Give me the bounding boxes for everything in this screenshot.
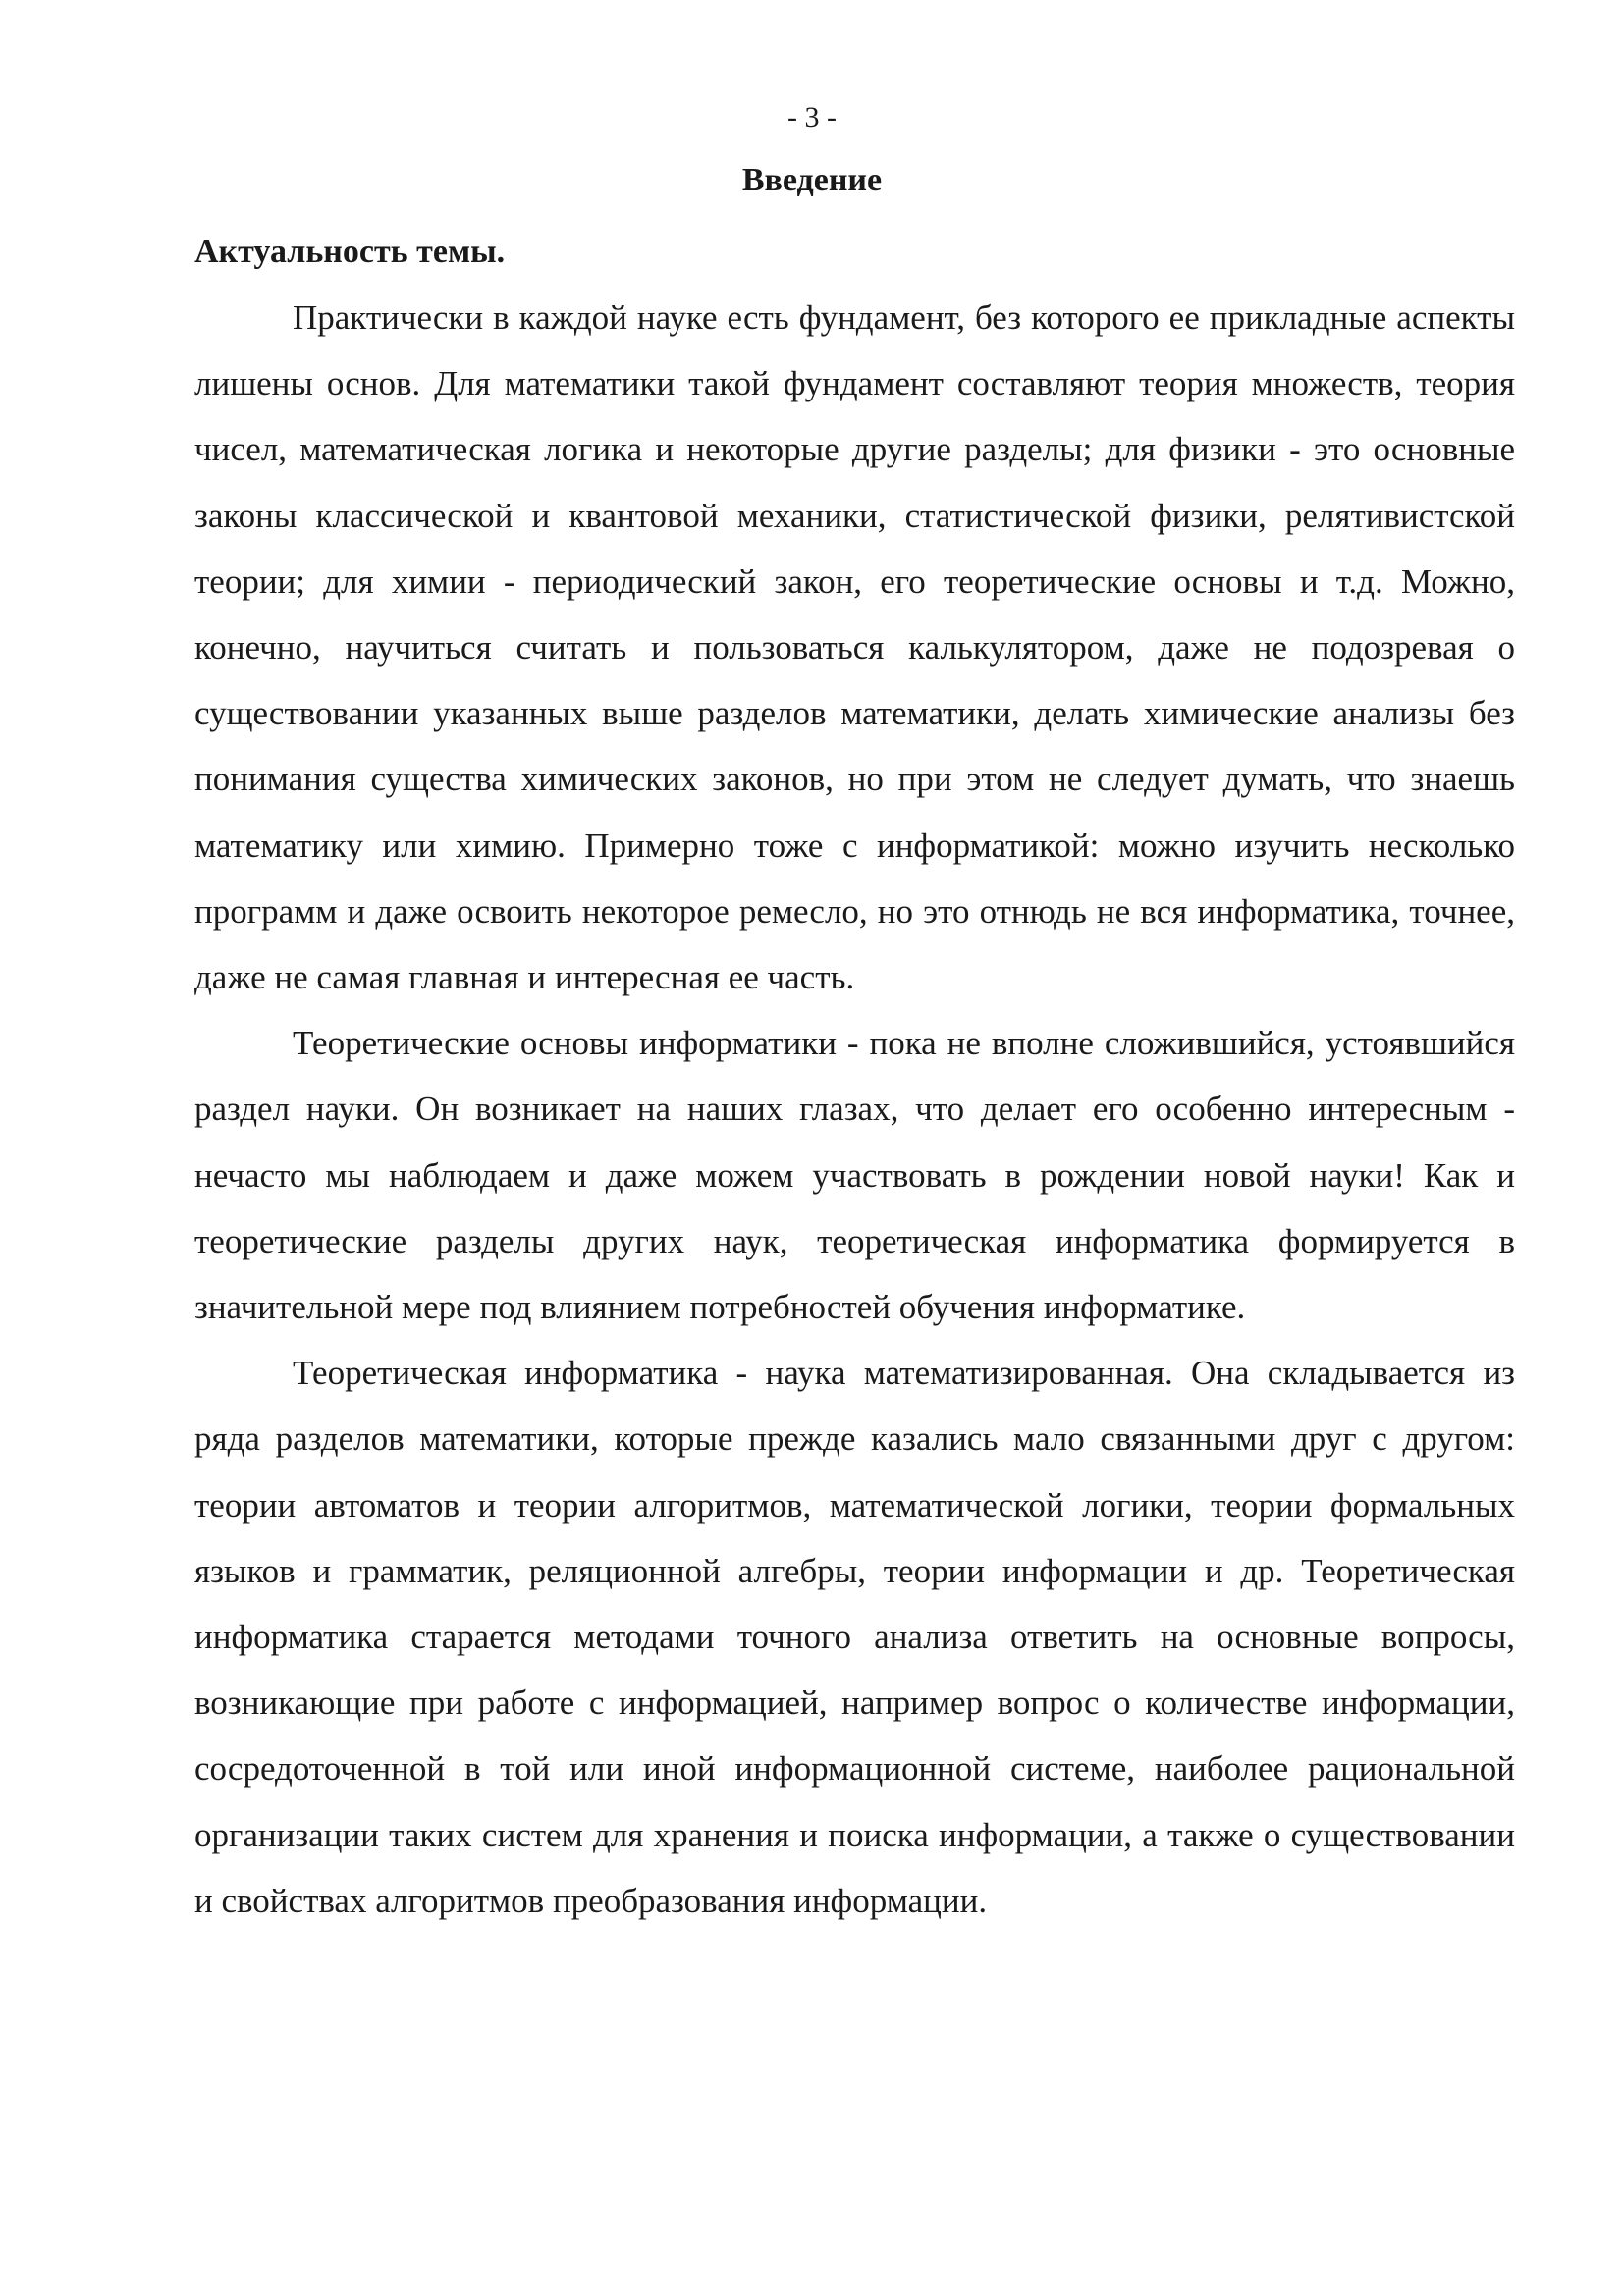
section-heading: Актуальность темы. — [194, 234, 506, 270]
paragraph-2: Теоретические основы информатики - пока не вполне сложившийся, устоявшийся раздел науки. Он возникает на наших глазах, что делает его особенно интересным - нечасто мы наблюдаем и даже можем участвовать в рождении новой науки! Как и теоретические разделы других наук, теоретическая информатика формируется в значительной мере под влиянием потребностей обучения информатике. — [194, 1024, 1515, 1327]
paragraph-3: Теоретическая информатика - наука математизированная. Она складывается из ряда разделов математики, которые прежде казались мало связанными друг с другом: теории автоматов и теории алгоритмов, математической логики, теории формальных языков и грамматик, реляционной алгебры, теории информации и др. Теоретическая информатика старается методами точного анализа ответить на основные вопросы, возникающие при работе с информацией, например вопрос о количестве информации, сосредоточенной в той или иной информационной системе, наиболее рациональной организации таких систем для хранения и поиска информации, а также о существовании и свойствах алгоритмов преобразования информации. — [194, 1354, 1515, 1920]
page-number: - 3 - — [787, 101, 837, 133]
page-title: Введение — [741, 162, 883, 198]
document-body — [194, 219, 1515, 1934]
paragraph-1: Практически в каждой науке есть фундамент, без которого ее прикладные аспекты лишены основ. Для математики такой фундамент составляют теория множеств, теория чисел, математическая логика и некоторые другие разделы; для физики - это основные законы классической и квантовой механики, статистической физики, релятивистской теории; для химии - периодический закон, его теоретические основы и т.д. Можно, конечно, научиться считать и пользоваться калькулятором, даже не подозревая о существовании указанных выше разделов математики, делать химические анализы без понимания существа химических законов, но при этом не следует думать, что знаешь математику или химию. Примерно тоже с информатикой: можно изучить несколько программ и даже освоить некоторое ремесло, но это отнюдь не вся информатика, точнее, даже не самая главная и интересная ее часть. — [194, 298, 1515, 997]
